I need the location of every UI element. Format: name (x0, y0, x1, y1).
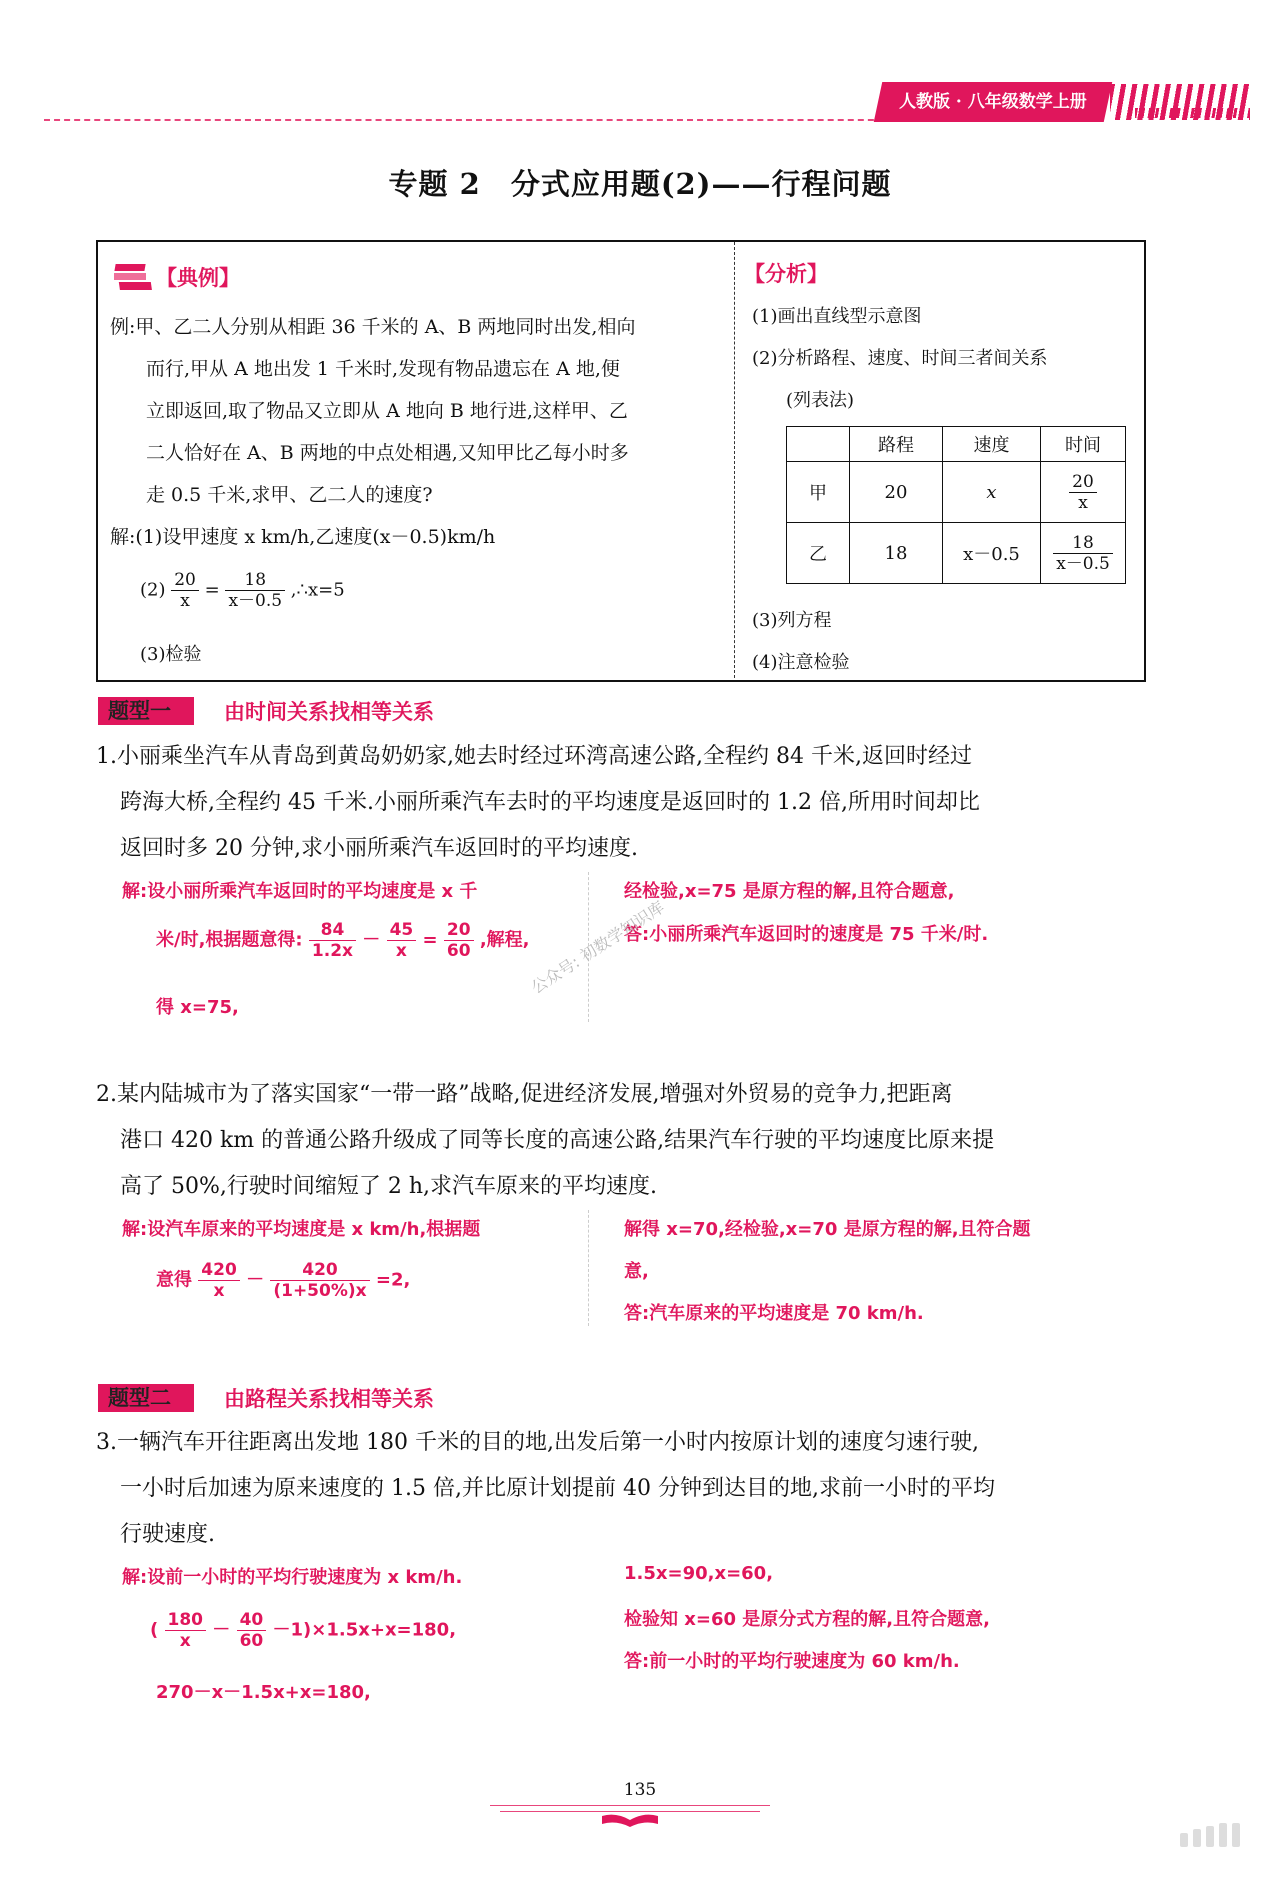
q1-solution-line: 解:设小丽所乘汽车返回时的平均速度是 x 千 (122, 881, 478, 902)
books-icon (112, 262, 152, 292)
equation-prefix: ( (150, 1619, 159, 1641)
table-cell: 乙 (787, 523, 850, 584)
denominator: x (179, 1631, 191, 1651)
series-badge (874, 82, 1113, 122)
fraction (444, 920, 474, 961)
example-divider (734, 242, 735, 678)
numerator: 40 (237, 1610, 267, 1631)
table-cell: x (943, 462, 1041, 523)
type2-tag: 题型二 (98, 1384, 194, 1412)
denominator: (1+50%)x (273, 1281, 367, 1301)
numerator: 84 (309, 920, 356, 941)
denominator: 60 (239, 1631, 264, 1651)
header-dashed-line (44, 119, 904, 121)
question-line: 跨海大桥,全程约 45 千米.小丽所乘汽车去时的平均速度是返回时的 1.2 倍,所用时间却比 (120, 790, 980, 815)
question-line: 3.一辆汽车开往距离出发地 180 千米的目的地,出发后第一小时内按原计划的速度匀速行驶, (96, 1430, 979, 1455)
denominator: x (213, 1281, 225, 1301)
q3-result: 1.5x=90,x=60, (624, 1563, 774, 1584)
fraction (198, 1260, 240, 1301)
q3-solution-step: 270－x－1.5x+x=180, (156, 1682, 371, 1703)
table-header: 时间 (1041, 427, 1126, 462)
analysis-step2-note: (列表法) (786, 390, 855, 411)
table-cell: x－0.5 (943, 523, 1041, 584)
type2-title: 由路程关系找相等关系 (224, 1387, 434, 1411)
example-line: 走 0.5 千米,求甲、乙二人的速度? (146, 484, 433, 506)
numerator: 420 (198, 1260, 240, 1281)
series-label: 人教版 · 八年级数学上册 (899, 92, 1087, 112)
fraction (171, 570, 199, 611)
fraction (1069, 472, 1097, 513)
page-title: 专题 2 分式应用题(2)——行程问题 (388, 167, 892, 201)
page-number: 135 (623, 1780, 657, 1800)
q2-check: 解得 x=70,经检验,x=70 是原方程的解,且符合题 (624, 1219, 1031, 1240)
denominator: 1.2x (311, 941, 353, 961)
signal-bars-icon (1180, 1823, 1242, 1847)
question-3 (96, 1420, 1146, 1558)
example-line: 二人恰好在 A、B 两地的中点处相遇,又知甲比乙每小时多 (146, 442, 629, 464)
analysis-step1: (1)画出直线型示意图 (752, 306, 922, 327)
equation-prefix: 米/时,根据题意得: (156, 929, 303, 951)
footer-line (490, 1805, 770, 1806)
q1-solution-equation (156, 920, 530, 961)
equals: = (422, 929, 438, 951)
q2-solution-line: 解:设汽车原来的平均速度是 x km/h,根据题 (122, 1219, 481, 1240)
watermark: 公众号: 初数学知识库 (527, 897, 668, 998)
fraction (270, 1260, 369, 1301)
example-solution-step2 (140, 570, 345, 611)
denominator: 60 (446, 941, 471, 961)
numerator: 45 (387, 920, 417, 941)
table-cell (1041, 462, 1126, 523)
q3-check: 检验知 x=60 是原分式方程的解,且符合题意, (624, 1609, 990, 1630)
equation-prefix: 意得 (156, 1269, 192, 1291)
question-2 (96, 1072, 1146, 1210)
numerator: 20 (1069, 472, 1097, 493)
table-header: 路程 (850, 427, 943, 462)
fraction (165, 1610, 207, 1651)
analysis-step2: (2)分析路程、速度、时间三者间关系 (752, 348, 1048, 369)
equation-suffix: =2, (375, 1269, 411, 1291)
numerator: 20 (171, 570, 199, 591)
table-header (787, 427, 850, 462)
denominator: x (180, 591, 190, 611)
example-solution-step1: 解:(1)设甲速度 x km/h,乙速度(x－0.5)km/h (110, 526, 496, 548)
question-line: 返回时多 20 分钟,求小丽所乘汽车返回时的平均速度. (120, 836, 638, 861)
table-cell (1041, 523, 1126, 584)
question-line: 2.某内陆城市为了落实国家“一带一路”战略,促进经济发展,增强对外贸易的竞争力,把距离 (96, 1082, 953, 1107)
table-row (787, 462, 1126, 523)
equals: = (204, 579, 220, 601)
denominator: x－0.5 (1056, 553, 1110, 574)
denominator: x (1078, 492, 1088, 513)
example-solution-step3: (3)检验 (140, 644, 202, 665)
analysis-step3: (3)列方程 (752, 610, 832, 631)
book-ornament-icon (600, 1812, 660, 1828)
numerator: 18 (1053, 533, 1113, 554)
q3-solution-equation (150, 1610, 456, 1651)
fraction (237, 1610, 267, 1651)
step2-prefix: (2) (140, 579, 166, 601)
question-line: 一小时后加速为原来速度的 1.5 倍,并比原计划提前 40 分钟到达目的地,求前一小时的平均 (120, 1476, 995, 1501)
example-line: 立即返回,取了物品又立即从 A 地向 B 地行进,这样甲、乙 (146, 400, 628, 422)
numerator: 420 (270, 1260, 369, 1281)
header-stripes-small (1135, 108, 1250, 118)
example-line: 而行,甲从 A 地出发 1 千米时,发现有物品遗忘在 A 地,便 (146, 358, 620, 380)
numerator: 20 (444, 920, 474, 941)
fraction (387, 920, 417, 961)
numerator: 18 (225, 570, 285, 591)
denominator: x－0.5 (228, 591, 283, 611)
q3-answer: 答:前一小时的平均行驶速度为 60 km/h. (624, 1651, 960, 1672)
question-line: 1.小丽乘坐汽车从青岛到黄岛奶奶家,她去时经过环湾高速公路,全程约 84 千米,返回时经过 (96, 744, 972, 769)
type1-title: 由时间关系找相等关系 (224, 700, 434, 724)
table-cell: 20 (850, 462, 943, 523)
example-tag: 【典例】 (156, 265, 240, 290)
fraction (225, 570, 285, 611)
equation-suffix: ,解程, (479, 929, 530, 951)
numerator: 180 (165, 1610, 207, 1631)
minus: － (212, 1619, 231, 1641)
q1-answer: 答:小丽所乘汽车返回时的速度是 75 千米/时. (624, 924, 989, 945)
analysis-table (786, 426, 1126, 584)
example-text (110, 306, 730, 558)
q1-solution-result: 得 x=75, (156, 997, 239, 1018)
minus: － (246, 1269, 265, 1291)
denominator: x (395, 941, 407, 961)
table-cell: 甲 (787, 462, 850, 523)
q3-solution-line: 解:设前一小时的平均行驶速度为 x km/h. (122, 1567, 463, 1588)
question-line: 港口 420 km 的普通公路升级成了同等长度的高速公路,结果汽车行驶的平均速度比原来提 (120, 1128, 995, 1153)
solution-divider (588, 1210, 589, 1326)
step2-suffix: ,∴x=5 (290, 579, 345, 601)
question-1 (96, 734, 1146, 872)
table-row (787, 523, 1126, 584)
q2-solution-equation (156, 1260, 410, 1301)
question-line: 高了 50%,行驶时间缩短了 2 h,求汽车原来的平均速度. (120, 1174, 658, 1199)
q2-answer: 答:汽车原来的平均速度是 70 km/h. (624, 1303, 924, 1324)
table-header: 速度 (943, 427, 1041, 462)
q1-check: 经检验,x=75 是原方程的解,且符合题意, (624, 881, 955, 902)
minus: － (362, 929, 381, 951)
analysis-tag: 【分析】 (744, 261, 828, 286)
equation-suffix: －1)×1.5x+x=180, (272, 1619, 457, 1641)
table-cell: 18 (850, 523, 943, 584)
fraction (1053, 533, 1113, 574)
type1-tag: 题型一 (98, 697, 194, 725)
analysis-step4: (4)注意检验 (752, 652, 850, 673)
q2-check-cont: 意, (624, 1261, 649, 1282)
table-header-row (787, 427, 1126, 462)
fraction (309, 920, 356, 961)
example-line: 例:甲、乙二人分别从相距 36 千米的 A、B 两地同时出发,相向 (110, 316, 636, 338)
question-line: 行驶速度. (120, 1522, 215, 1547)
